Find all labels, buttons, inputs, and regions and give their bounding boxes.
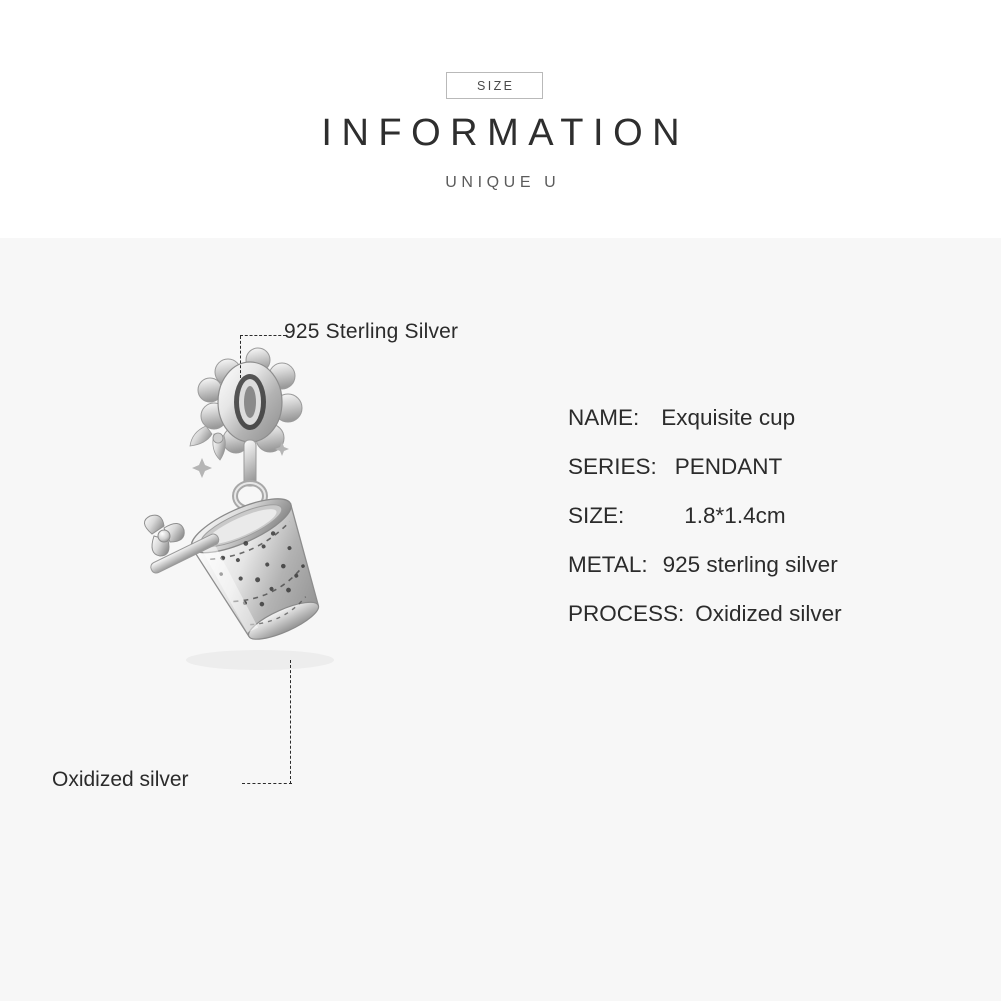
spec-list — [568, 405, 968, 650]
spec-key-name: NAME: — [568, 405, 640, 430]
spec-key-series: SERIES: — [568, 454, 657, 479]
callout-bottom-vertical — [290, 660, 291, 784]
size-tag-label: SIZE — [477, 78, 515, 93]
pendant-illustration — [110, 330, 390, 670]
spec-value-size: 1.8*1.4cm — [684, 503, 786, 528]
size-tag — [446, 72, 543, 99]
spec-row-series — [568, 454, 968, 480]
spec-value-metal: 925 sterling silver — [662, 552, 838, 577]
callout-line-bottom — [242, 660, 294, 788]
page-subtitle: UNIQUE U — [445, 174, 561, 191]
spec-value-series: PENDANT — [674, 454, 783, 479]
callout-top-vertical — [240, 336, 241, 378]
spec-row-size — [568, 503, 968, 529]
product-image — [110, 330, 390, 670]
callout-top-horizontal — [240, 335, 286, 336]
page-header — [0, 0, 1001, 238]
spec-key-metal: METAL: — [568, 552, 648, 577]
spec-row-metal — [568, 552, 968, 578]
cup-charm — [185, 488, 337, 653]
spec-value-process: Oxidized silver — [695, 601, 842, 626]
spec-row-name — [568, 405, 968, 431]
callout-label-sterling-silver: 925 Sterling Silver — [284, 320, 459, 343]
spec-value-name: Exquisite cup — [661, 405, 796, 430]
callout-label-oxidized-silver: Oxidized silver — [52, 768, 189, 791]
spec-row-process — [568, 601, 968, 627]
callout-line-top — [240, 322, 286, 378]
spec-key-process: PROCESS: — [568, 601, 685, 626]
page-title: INFORMATION — [321, 112, 690, 154]
callout-bottom-horizontal — [242, 783, 292, 784]
spec-key-size: SIZE: — [568, 503, 625, 528]
